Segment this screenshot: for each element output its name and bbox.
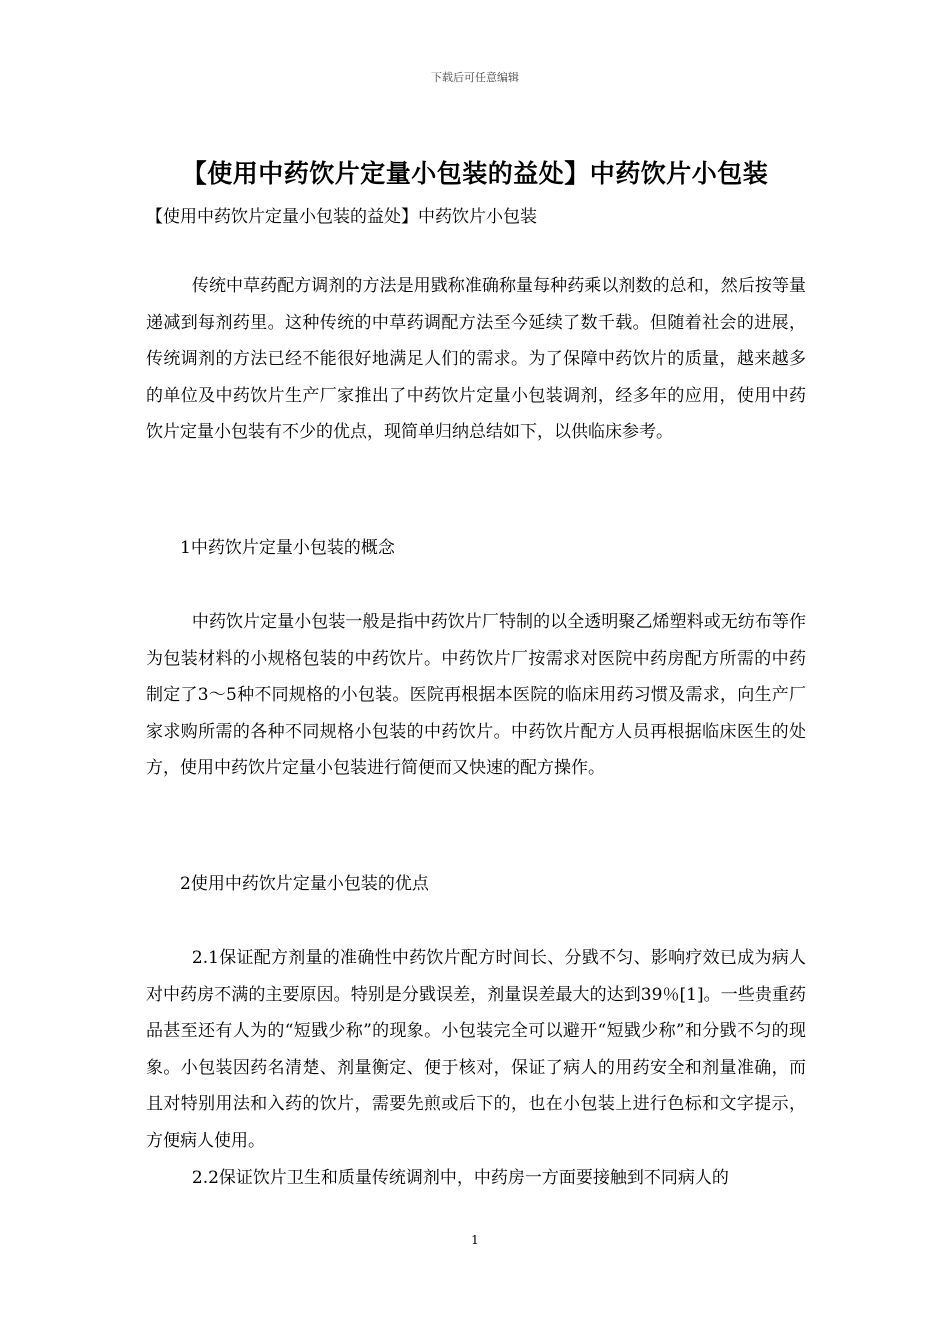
concept-paragraph: 中药饮片定量小包装一般是指中药饮片厂特制的以全透明聚乙烯塑料或无纺布等作为包装材料的小规格包装的中药饮片。中药饮片厂按需求对医院中药房配方所需的中药制定了3～5种不同规格的小包装。医院再根据本医院的临床用药习惯及需求，向生产厂家求购所需的各种不同规格小包装的中药饮片。中药饮片配方人员再根据临床医生的处方，使用中药饮片定量小包装进行简便而又快速的配方操作。	[146, 612, 806, 778]
intro-paragraph-block	[146, 268, 806, 451]
section-1-heading: 1中药饮片定量小包装的概念	[180, 538, 395, 558]
document-subtitle: 【使用中药饮片定量小包装的益处】中药饮片小包装	[146, 207, 537, 227]
point-2-2-paragraph-block	[146, 1160, 806, 1197]
intro-paragraph: 传统中草药配方调剂的方法是用戥称准确称量每种药乘以剂数的总和，然后按等量递减到每剂药里。这种传统的中草药调配方法至今延续了数千载。但随着社会的进展，传统调剂的方法已经不能很好地满足人们的需求。为了保障中药饮片的质量，越来越多的单位及中药饮片生产厂家推出了中药饮片定量小包装调剂，经多年的应用，使用中药饮片定量小包装有不少的优点，现简单归纳总结如下，以供临床参考。	[146, 276, 806, 442]
section-2-heading: 2使用中药饮片定量小包装的优点	[180, 874, 429, 894]
concept-paragraph-block	[146, 604, 806, 787]
section-1-heading-block	[146, 530, 806, 567]
section-2-heading-block	[146, 866, 806, 903]
point-2-1-paragraph: 2.1保证配方剂量的准确性中药饮片配方时间长、分戥不匀、影响疗效已成为病人对中药房不满的主要原因。特别是分戥误差，剂量误差最大的达到39％[1]。一些贵重药品甚至还有人为的“短戥少称”的现象。小包装完全可以避开“短戥少称”和分戥不匀的现象。小包装因药名清楚、剂量衡定、便于核对，保证了病人的用药安全和剂量准确，而且对特别用法和入药的饮片，需要先煎或后下的，也在小包装上进行色标和文字提示，方便病人使用。	[146, 948, 806, 1151]
point-2-1-paragraph-block	[146, 940, 806, 1159]
page-number: 1	[471, 1233, 479, 1247]
point-2-2-paragraph: 2.2保证饮片卫生和质量传统调剂中，中药房一方面要接触到不同病人的	[191, 1168, 729, 1188]
header-note: 下载后可任意编辑	[431, 71, 519, 84]
document-title: 【使用中药饮片定量小包装的益处】中药饮片小包装	[181, 159, 769, 188]
